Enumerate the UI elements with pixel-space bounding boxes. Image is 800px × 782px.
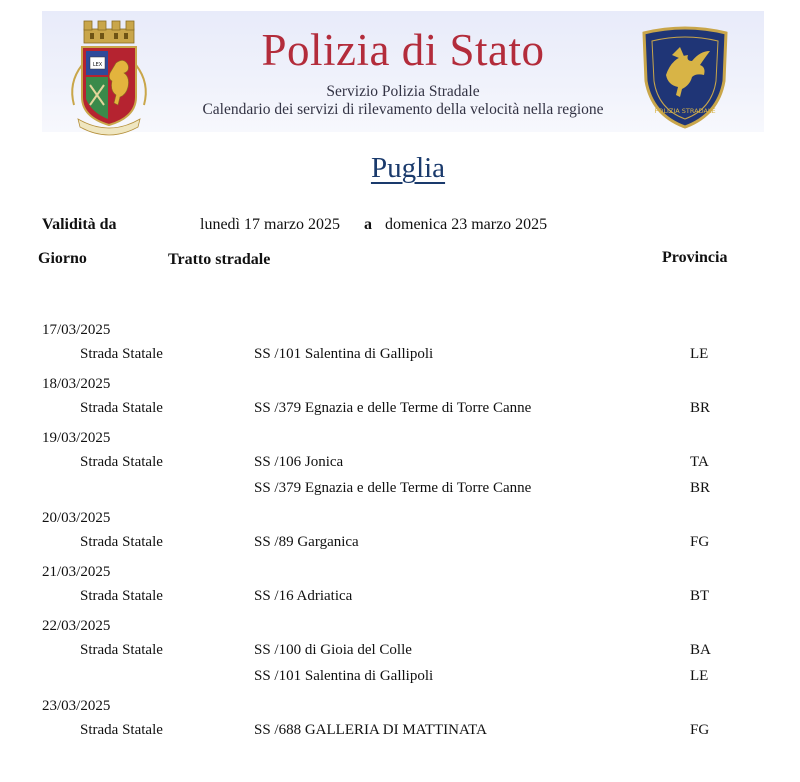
day-date: 18/03/2025 [42,376,111,392]
province-code: BR [690,480,711,496]
road-segment: SS /379 Egnazia e delle Terme di Torre Canne [254,480,532,496]
road-segment: SS /688 GALLERIA DI MATTINATA [254,722,487,738]
column-header-provincia: Provincia [662,249,728,266]
road-segment: SS /379 Egnazia e delle Terme di Torre Canne [254,400,532,416]
road-type: Strada Statale [80,642,163,658]
province-code: FG [690,722,710,738]
column-header-tratto: Tratto stradale [168,251,271,268]
province-code: BT [690,588,710,604]
province-code: BA [690,642,711,658]
day-date: 23/03/2025 [42,698,111,714]
polizia-stradale-badge-icon [636,25,734,129]
road-segment: SS /100 di Gioia del Colle [254,642,412,658]
day-date: 20/03/2025 [42,510,111,526]
day-date: 22/03/2025 [42,618,111,634]
province-code: LE [690,346,709,362]
road-type: Strada Statale [80,534,163,550]
road-type: Strada Statale [80,454,163,470]
road-segment: SS /101 Salentina di Gallipoli [254,668,434,684]
day-date: 17/03/2025 [42,322,111,338]
validity-to-date: domenica 23 marzo 2025 [385,216,548,233]
province-code: LE [690,668,709,684]
road-segment: SS /106 Jonica [254,454,344,470]
day-date: 21/03/2025 [42,564,111,580]
road-segment: SS /16 Adriatica [254,588,353,604]
province-code: FG [690,534,710,550]
agency-title: Polizia di Stato [261,25,545,75]
header-banner [42,11,764,132]
lex-motto-text: LEX [92,62,103,68]
column-header-giorno: Giorno [38,250,87,267]
road-segment: SS /101 Salentina di Gallipoli [254,346,434,362]
day-date: 19/03/2025 [42,430,111,446]
province-code: BR [690,400,711,416]
badge-text: POLIZIA STRADALE [654,107,716,115]
road-type: Strada Statale [80,722,163,738]
road-segment: SS /89 Garganica [254,534,359,550]
service-subtitle: Servizio Polizia Stradale [326,83,480,100]
calendar-description: Calendario dei servizi di rilevamento della velocità nella regione [202,101,604,118]
validity-label: Validità da [42,216,117,233]
road-type: Strada Statale [80,400,163,416]
province-code: TA [690,454,709,470]
road-type: Strada Statale [80,588,163,604]
road-type: Strada Statale [80,346,163,362]
validity-separator: a [364,216,372,233]
region-title: Puglia [370,152,446,184]
validity-from-date: lunedì 17 marzo 2025 [200,216,340,233]
